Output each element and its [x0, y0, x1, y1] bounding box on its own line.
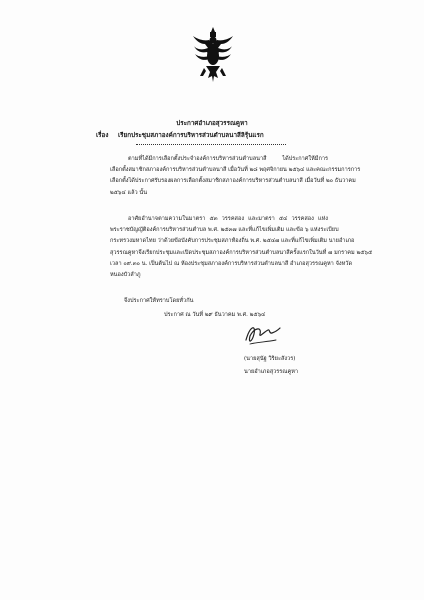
garuda-emblem-icon: [191, 26, 235, 84]
paragraph-2-line: หนองบัวลำภู: [110, 272, 141, 279]
paragraph-1-line: ๒๕๖๔ แล้ว นั้น: [110, 189, 148, 196]
paragraph-1: [110, 154, 361, 199]
paragraph-2-line: อาศัยอำนาจตามความในมาตรา ๕๓ วรรคสอง และมาตรา ๕๔ วรรคสอง แห่ง: [128, 216, 328, 222]
subject-label: เรื่อง: [96, 132, 109, 139]
announcement-date: ประกาศ ณ วันที่ ๒๙ ธันวาคม พ.ศ. ๒๕๖๔: [164, 312, 266, 318]
paragraph-1-line: เลือกตั้งได้ประกาศรับรองผลการเลือกตั้งสมาชิกสภาองค์การบริหารส่วนตำบลนาสี เมื่อวันที่ ๒๐ ธันวาคม: [110, 178, 356, 185]
handwritten-signature-icon: [240, 318, 284, 348]
header-divider: [136, 144, 286, 145]
announcement-subject: [96, 130, 264, 140]
paragraph-2-line: กระทรวงมหาดไทย ว่าด้วยข้อบังคับการประชุมสภาท้องถิ่น พ.ศ. ๒๕๔๗ และที่แก้ไขเพิ่มเติม นายอำเภอ: [110, 238, 355, 245]
paragraph-2: [110, 214, 373, 281]
signer-name: (นายสุนัฐ วิริยะสังวร): [244, 356, 296, 362]
paragraph-2-line: เวลา ๐๙.๓๐ น. เป็นต้นไป ณ ห้องประชุมสภาองค์การบริหารส่วนตำบลนาสี อำเภอสุวรรณคูหา จังหวัด: [110, 260, 353, 267]
announcement-issuer: ประกาศอำเภอสุวรรณคูหา: [176, 120, 248, 127]
paragraph-1-line: ตามที่ได้มีการเลือกตั้งประจำองค์การบริหารส่วนตำบลนาสี ได้ประกาศให้มีการ: [128, 156, 328, 162]
subject-text: เรียกประชุมสภาองค์การบริหารส่วนตำบลนาสีลิรุ้นแรก: [118, 132, 264, 139]
closing-statement: จึงประกาศให้ทราบโดยทั่วกัน: [124, 298, 194, 304]
paragraph-1-line: เลือกตั้งสมาชิกสภาองค์การบริหารส่วนตำบลนาสี เมื่อวันที่ ๒๘ พฤศจิกายน ๒๕๖๔ และคณะกรรมการการ: [110, 167, 361, 174]
paragraph-2-line: สุวรรณคูหาจึงเรียกประชุมและเปิดประชุมสภาองค์การบริหารส่วนตำบลนาสีครั้งแรกในวันที่ ๗ มกราคม ๒๕๖๕: [110, 249, 373, 256]
signer-position: นายอำเภอสุวรรณคูหา: [244, 369, 299, 375]
paragraph-2-line: พระราชบัญญัติองค์การบริหารส่วนตำบล พ.ศ. ๒๕๓๗ และที่แก้ไขเพิ่มเติม และข้อ ๖ แห่งระเบียบ: [110, 227, 339, 234]
